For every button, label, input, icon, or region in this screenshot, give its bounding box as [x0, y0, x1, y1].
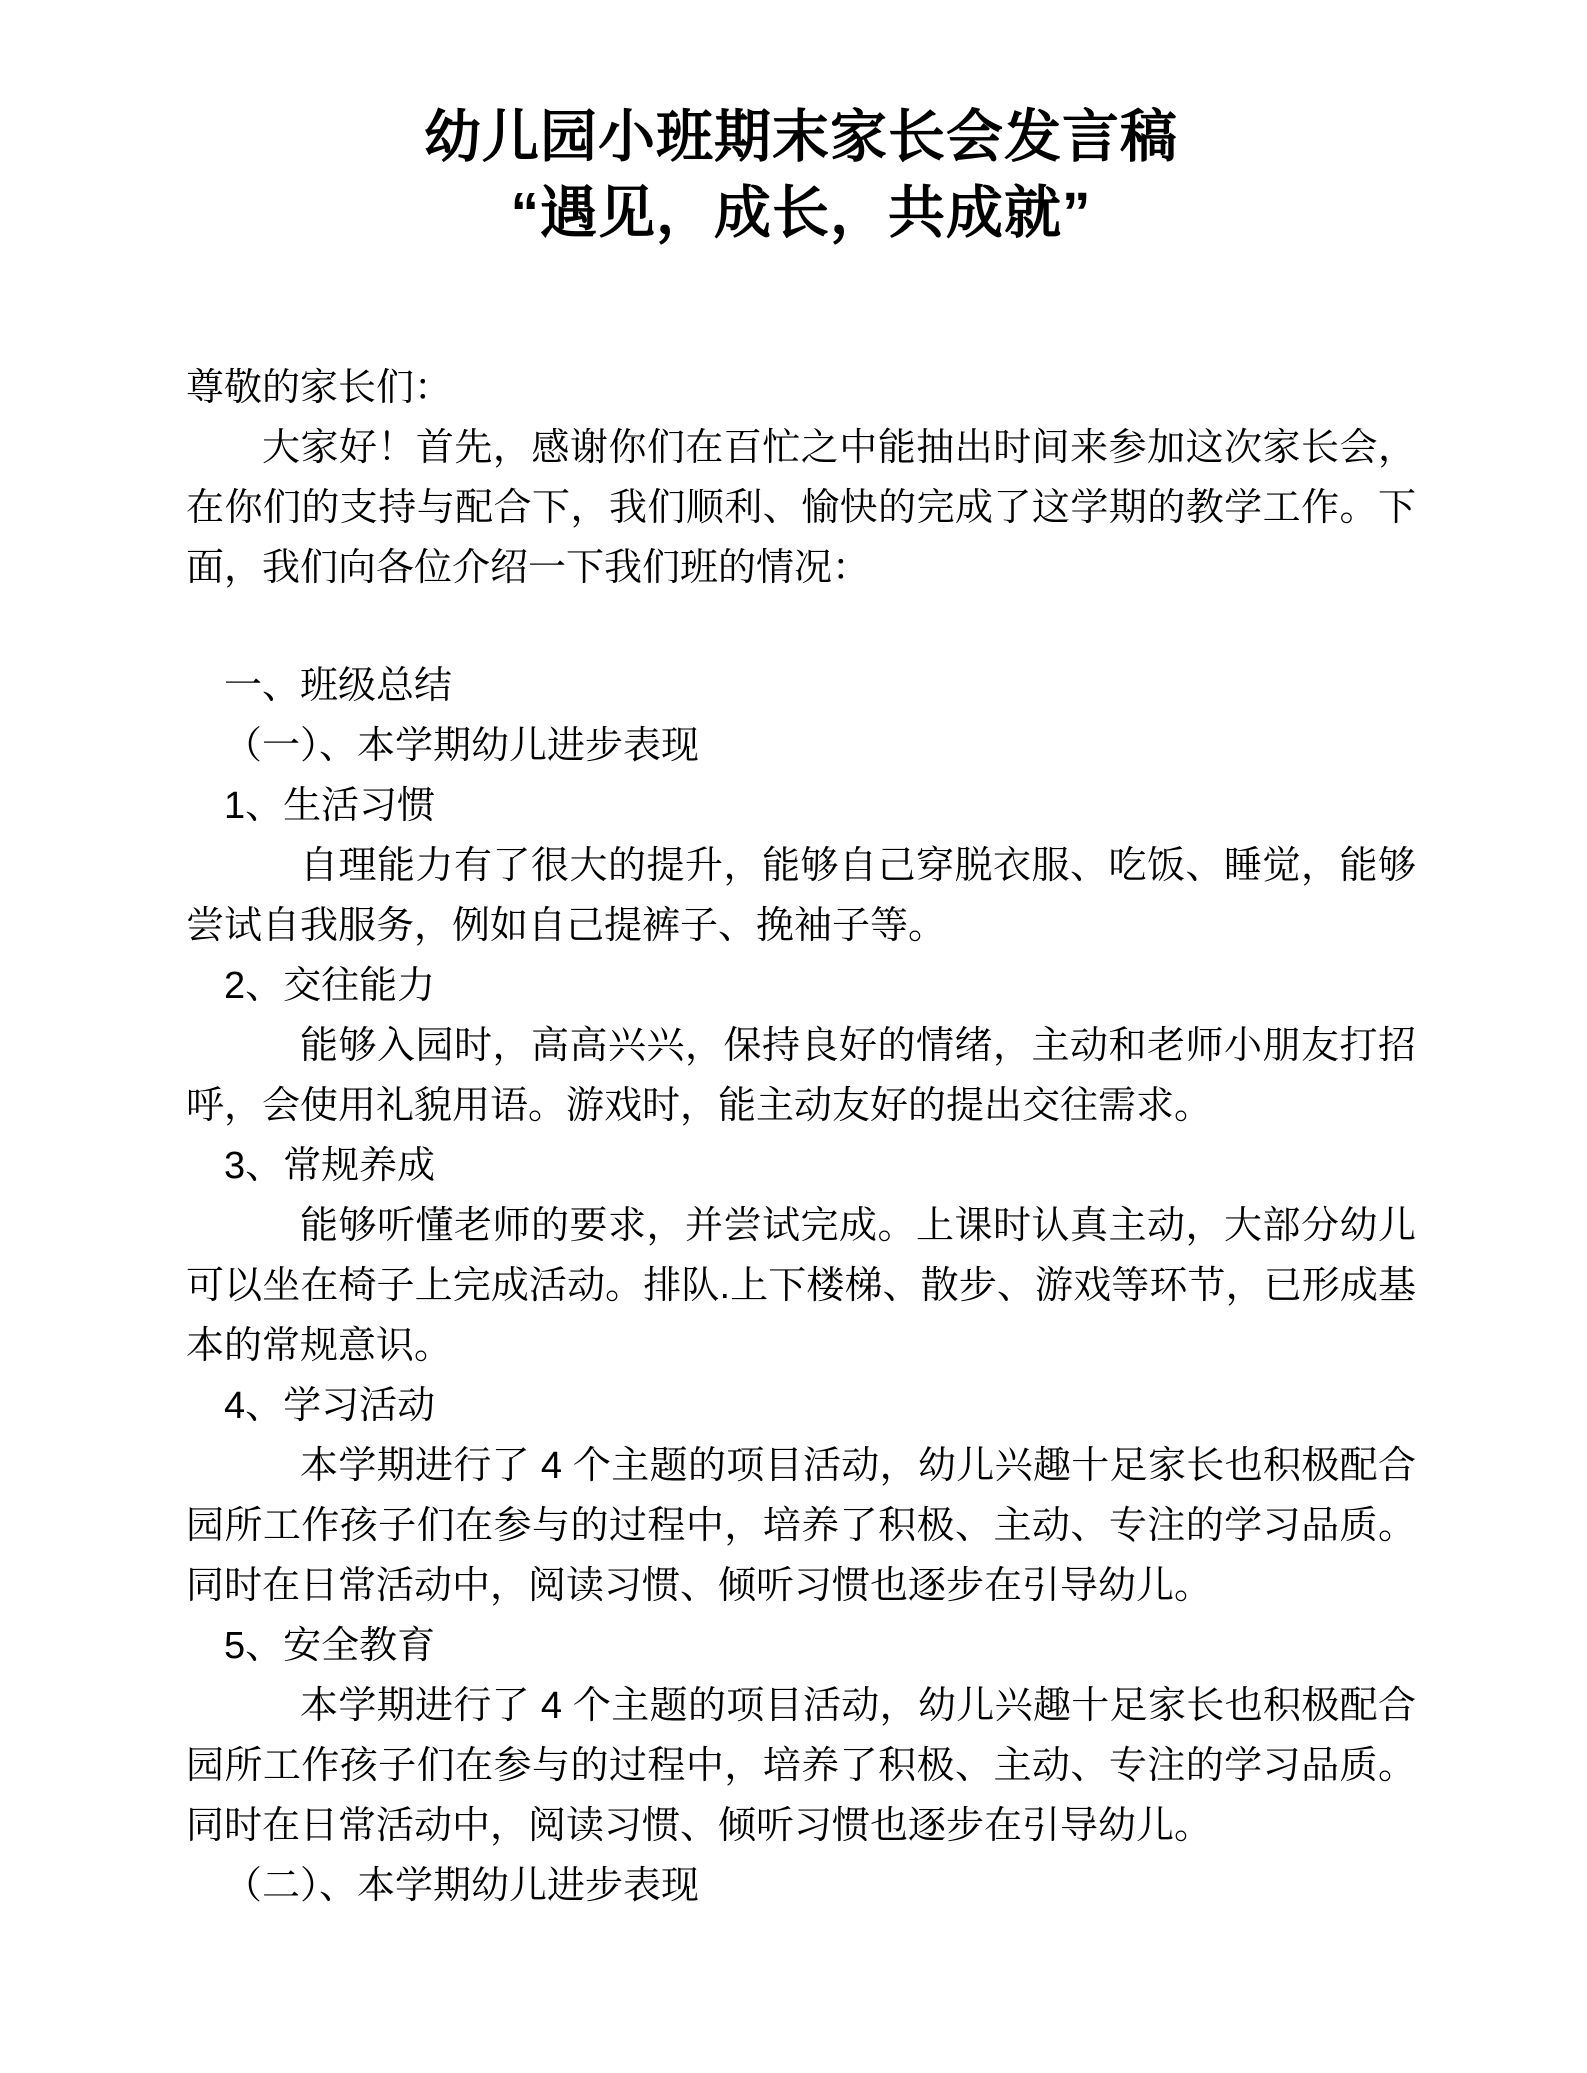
document-body	[186, 358, 1416, 1916]
subsection-heading-progress-1: （一）、本学期幼儿进步表现	[224, 725, 700, 768]
item-heading-routine-formation: 3、常规养成	[224, 1145, 436, 1188]
title-block	[186, 104, 1416, 246]
item-heading-learning-activities: 4、学习活动	[224, 1385, 436, 1428]
salutation: 尊敬的家长们：	[186, 367, 453, 410]
opening-paragraph: 大家好！首先，感谢你们在百忙之中能抽出时间来参加这次家长会，在你们的支持与配合下，我们顺利、愉快的完成了这学期的教学工作。下面，我们向各位介绍一下我们班的情况：	[186, 427, 1416, 590]
item-heading-social-skills: 2、交往能力	[224, 965, 436, 1008]
item-body-living-habits: 自理能力有了很大的提升，能够自己穿脱衣服、吃饭、睡觉，能够尝试自我服务，例如自己提裤子、挽袖子等。	[186, 845, 1416, 948]
item-body-routine-formation: 能够听懂老师的要求，并尝试完成。上课时认真主动，大部分幼儿可以坐在椅子上完成活动。排队.上下楼梯、散步、游戏等环节，已形成基本的常规意识。	[186, 1205, 1416, 1368]
document-content	[186, 0, 1416, 1916]
page-title: 幼儿园小班期末家长会发言稿	[424, 105, 1178, 169]
item-body-learning-activities: 本学期进行了 4 个主题的项目活动，幼儿兴趣十足家长也积极配合园所工作孩子们在参与的过程中，培养了积极、主动、专注的学习品质。同时在日常活动中，阅读习惯、倾听习惯也逐步在引导幼儿。	[186, 1445, 1416, 1608]
item-heading-living-habits: 1、生活习惯	[224, 785, 436, 828]
section-heading-class-summary: 一、班级总结	[224, 665, 453, 708]
subsection-heading-progress-2: （二）、本学期幼儿进步表现	[224, 1865, 700, 1908]
page-subtitle: “遇见，成长，共成就”	[510, 181, 1092, 246]
item-body-social-skills: 能够入园时，高高兴兴，保持良好的情绪，主动和老师小朋友打招呼，会使用礼貌用语。游戏时，能主动友好的提出交往需求。	[186, 1025, 1416, 1128]
item-heading-safety-education: 5、安全教育	[224, 1625, 436, 1668]
item-body-safety-education: 本学期进行了 4 个主题的项目活动，幼儿兴趣十足家长也积极配合园所工作孩子们在参与的过程中，培养了积极、主动、专注的学习品质。同时在日常活动中，阅读习惯、倾听习惯也逐步在引导幼儿。	[186, 1685, 1416, 1848]
